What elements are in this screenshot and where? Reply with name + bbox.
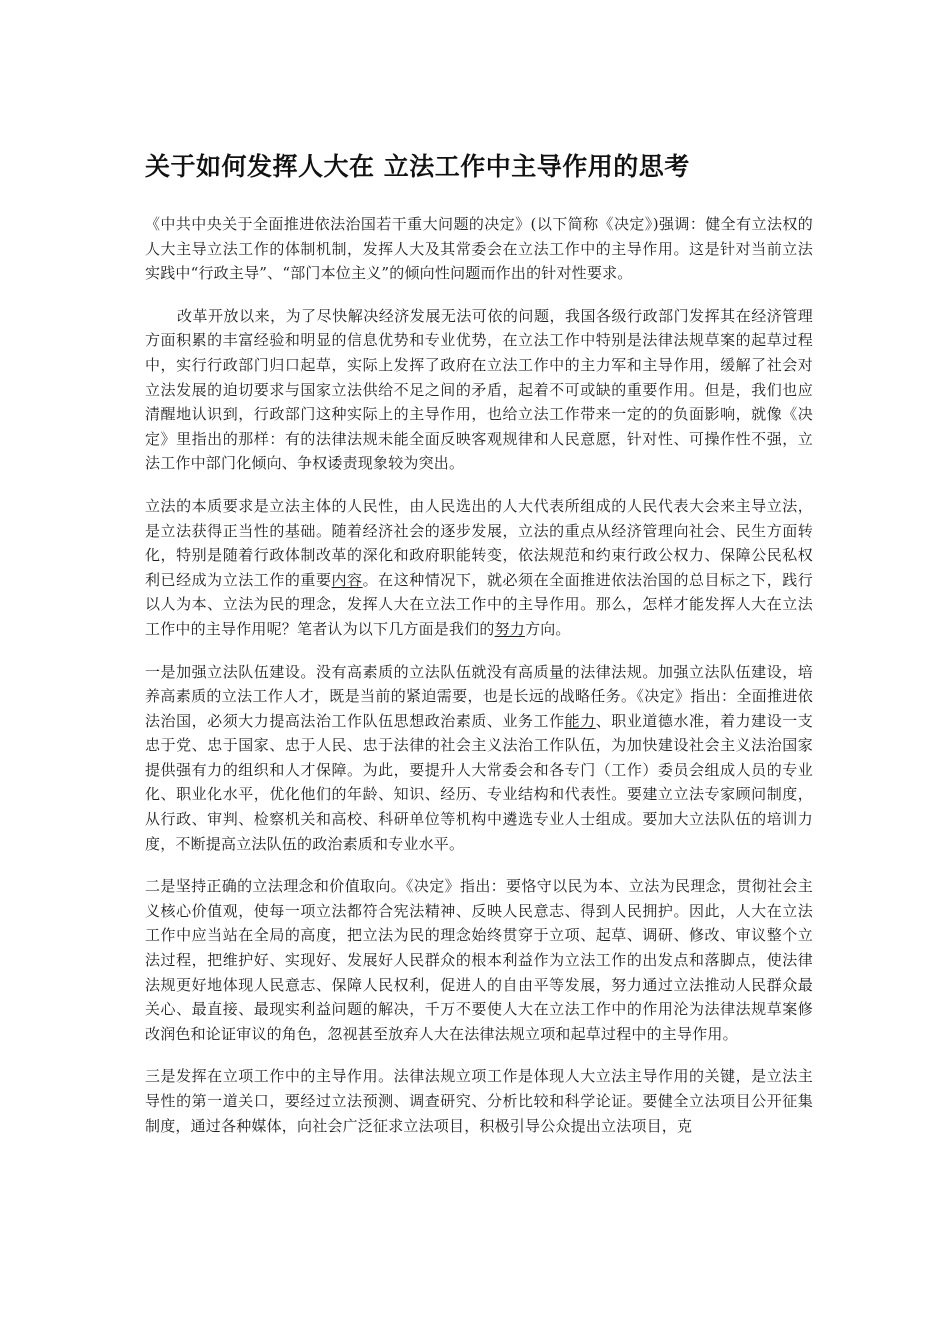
paragraph bbox=[145, 304, 813, 476]
paragraph-text: 立法的本质要求是立法主体的人民性，由人民选出的人大代表所组成的人民代表大会来主导立法，是立法获得正当性的基础。随着经济社会的逐步发展，立法的重点从经济管理向社会、民生方面转化，特别是随着行政体制改革的深化和政府职能转变，依法规范和约束行政公权力、保障公民私权利已经成为立法工作的重要 bbox=[145, 496, 813, 589]
page-title: 关于如何发挥人大在 立法工作中主导作用的思考 bbox=[145, 152, 690, 181]
paragraph-text: 三是发挥在立项工作中的主导作用。法律法规立项工作是体现人大立法主导作用的关键，是立法主导性的第一道关口，要经过立法预测、调查研究、分析比较和科学论证。要健全立法项目公开征集制度，通过各种媒体，向社会广泛征求立法项目，积极引导公众提出立法项目，克 bbox=[145, 1067, 813, 1135]
paragraph bbox=[145, 660, 813, 857]
paragraph-text: 。在这种情况下，就必须在全面推进依法治国的总目标之下，践行以人为本、立法为民的理念，发挥人大在立法工作中的主导作用。那么，怎样才能发挥人大在立法工作中的主导作用呢？笔者认为以下几方面是我们的 bbox=[145, 570, 813, 638]
paragraph-text: 一是加强立法队伍建设。没有高素质的立法队伍就没有高质量的法律法规。加强立法队伍建设，培养高素质的立法工作人才，既是当前的紧迫需要，也是长远的战略任务。《决定》指出：全面推进依法治国，必须大力提高法治工作队伍思想政治素质、业务工作 bbox=[145, 662, 813, 730]
paragraph-text: 、职业道德水准，着力建设一支忠于党、忠于国家、忠于人民、忠于法律的社会主义法治工作队伍，为加快建设社会主义法治国家提供强有力的组织和人才保障。为此，要提升人大常委会和各专门（工作）委员会组成人员的专业化、职业化水平，优化他们的年龄、知识、经历、专业结构和代表性。要建立立法专家顾问制度，从行政、审判、检察机关和高校、科研单位等机构中遴选专业人士组成。要加大立法队伍的培训力度，不断提高立法队伍的政治素质和专业水平。 bbox=[145, 711, 814, 853]
link-neirong[interactable]: 内容 bbox=[331, 570, 363, 589]
paragraph-text: 改革开放以来，为了尽快解决经济发展无法可依的问题，我国各级行政部门发挥其在经济管理方面积累的丰富经验和明显的信息优势和专业优势，在立法工作中特别是法律法规草案的起草过程中，实行行政部门归口起草，实际上发挥了政府在立法工作中的主力军和主导作用，缓解了社会对立法发展的迫切要求与国家立法供给不足之间的矛盾，起着不可或缺的重要作用。但是，我们也应清醒地认识到，行政部门这种实际上的主导作用，也给立法工作带来一定的的负面影响，就像《决定》里指出的那样：有的法律法规未能全面反映客观规律和人民意愿，针对性、可操作性不强，立法工作中部门化倾向、争权诿责现象较为突出。 bbox=[145, 306, 813, 473]
paragraph-text: 方向。 bbox=[525, 619, 571, 638]
link-nuli[interactable]: 努力 bbox=[494, 619, 526, 638]
paragraph bbox=[145, 1064, 813, 1138]
paragraph-text: 二是坚持正确的立法理念和价值取向。《决定》指出：要恪守以民为本、立法为民理念，贯彻社会主义核心价值观，使每一项立法都符合宪法精神、反映人民意志、得到人民拥护。因此，人大在立法工作中应当站在全局的高度，把立法为民的理念始终贯穿于立项、起草、调研、修改、审议整个立法过程，把维护好、实现好、发展好人民群众的根本利益作为立法工作的出发点和落脚点，使法律法规更好地体现人民意志、保障人民权利，促进人的自由平等发展，努力通过立法推动人民群众最关心、最直接、最现实利益问题的解决，千万不要使人大在立法工作中的作用沦为法律法规草案修改润色和论证审议的角色，忽视甚至放弃人大在法律法规立项和起草过程中的主导作用。 bbox=[145, 877, 813, 1043]
document-body bbox=[145, 212, 813, 1156]
paragraph bbox=[145, 494, 813, 642]
paragraph bbox=[145, 212, 813, 286]
paragraph-text: 《中共中央关于全面推进依法治国若干重大问题的决定》(以下简称《决定》)强调：健全有立法权的人大主导立法工作的体制机制，发挥人大及其常委会在立法工作中的主导作用。这是针对当前立法实践中“行政主导”、“部门本位主义”的倾向性问题而作出的针对性要求。 bbox=[145, 215, 813, 283]
link-nengli[interactable]: 能力 bbox=[564, 711, 596, 730]
paragraph bbox=[145, 874, 813, 1046]
